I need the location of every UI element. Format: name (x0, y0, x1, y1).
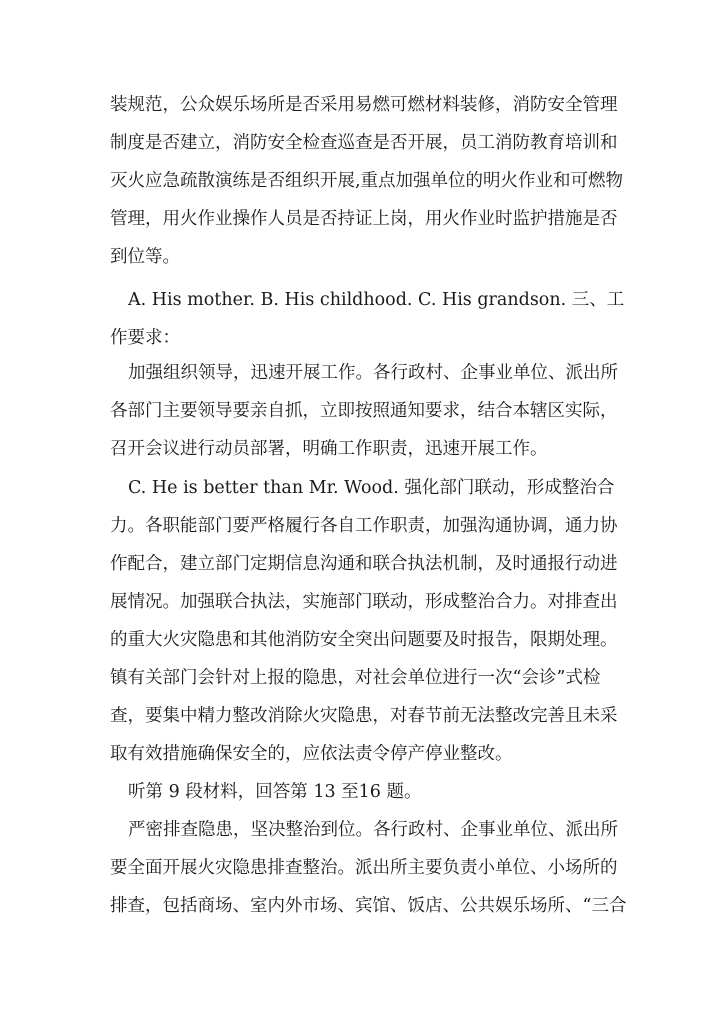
text-line: 制度是否建立，消防安全检查巡查是否开展，员工消防教育培训和 (110, 133, 618, 153)
text-line: 作配合，建立部门定期信息沟通和联合执法机制，及时通报行动进 (110, 554, 618, 574)
text-line: 灭火应急疏散演练是否组织开展,重点加强单位的明火作业和可燃物 (110, 171, 624, 191)
text-line: 排查，包括商场、室内外市场、宾馆、饭店、公共娱乐场所、“三合 (110, 896, 627, 916)
text-line: C. He is better than Mr. Wood. 强化部门联动，形成整治合 (128, 478, 615, 498)
text-line: 镇有关部门会针对上报的隐患，对社会单位进行一次“会诊”式检 (110, 668, 601, 688)
text-line: 加强组织领导，迅速开展工作。各行政村、企事业单位、派出所 (128, 363, 618, 383)
text-line: 取有效措施确保安全的，应依法责令停产停业整改。 (110, 744, 513, 764)
text-line: 严密排查隐患，坚决整治到位。各行政村、企事业单位、派出所 (128, 820, 618, 840)
text-line: 力。各职能部门要严格履行各自工作职责，加强沟通协调，通力协 (110, 516, 618, 536)
text-line: 听第 9 段材料，回答第 13 至16 题。 (128, 782, 422, 802)
text-line: 召开会议进行动员部署，明确工作职责，迅速开展工作。 (110, 439, 548, 459)
text-line: 管理，用火作业操作人员是否持证上岗，用火作业时监护措施是否 (110, 209, 618, 229)
text-line: 作要求： (110, 328, 180, 348)
text-line: 到位等。 (110, 247, 180, 267)
text-line: 的重大火灾隐患和其他消防安全突出问题要及时报告，限期处理。 (110, 630, 618, 650)
text-line: 各部门主要领导要亲自抓，立即按照通知要求，结合本辖区实际， (110, 401, 618, 421)
text-line: A. His mother. B. His childhood. C. His grandson. 三、工 (128, 290, 625, 310)
text-line: 查，要集中精力整改消除火灾隐患，对春节前无法整改完善且未采 (110, 706, 618, 726)
text-line: 展情况。加强联合执法，实施部门联动，形成整治合力。对排查出 (110, 592, 618, 612)
text-line: 要全面开展火灾隐患排查整治。派出所主要负责小单位、小场所的 (110, 858, 618, 878)
text-line: 装规范，公众娱乐场所是否采用易燃可燃材料装修，消防安全管理 (110, 95, 618, 115)
